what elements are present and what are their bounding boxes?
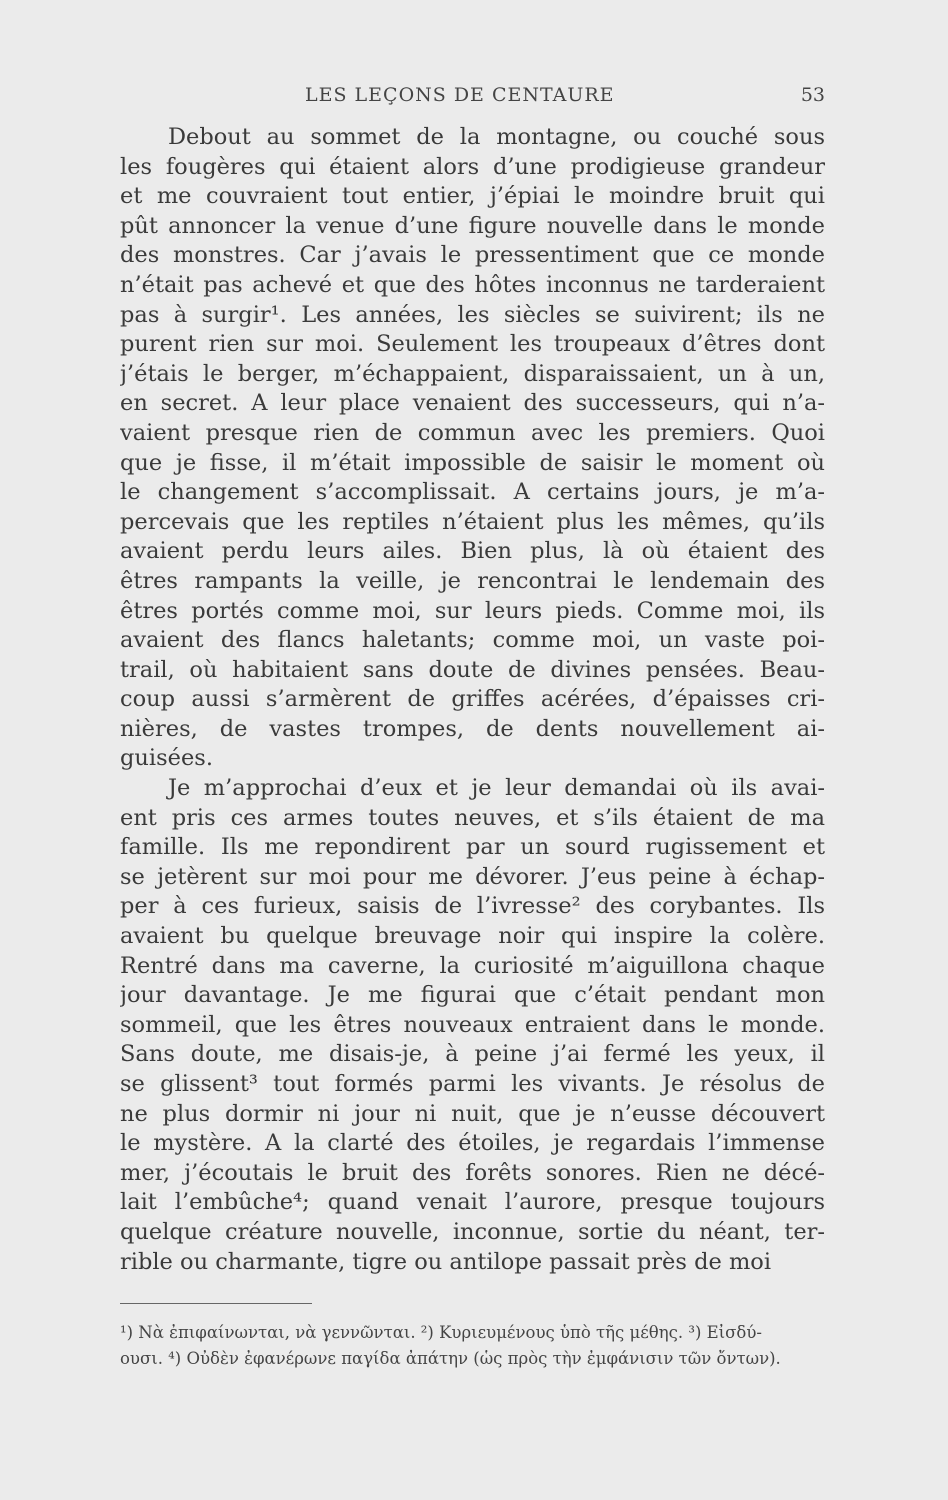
text-line: se glissent³ tout formés parmi les vivants. Je résolus de	[120, 1071, 825, 1097]
text-line: Rentré dans ma caverne, la curiosité m’aiguillona chaque	[120, 952, 825, 979]
text-line: vaient presque rien de commun avec les premiers. Quoi	[120, 419, 825, 446]
text-line: les fougères qui étaient alors d’une prodigieuse grandeur	[120, 153, 825, 180]
footnote-rule	[120, 1303, 312, 1304]
text-line: Sans doute, me disais-je, à peine j’ai fermé les yeux, il	[120, 1041, 825, 1068]
text-line: nières, de vastes trompes, de dents nouvellement ai-	[120, 715, 825, 742]
text-line: en secret. A leur place venaient des successeurs, qui n’a-	[120, 390, 825, 417]
text-line: famille. Ils me repondirent par un sourd rugissement et	[120, 834, 825, 861]
text-line: ne plus dormir ni jour ni nuit, que je n’eusse découvert	[120, 1100, 825, 1127]
footnote-line: ουσι. ⁴) Οὐδὲν ἐφανέρωνε παγίδα ἀπάτην (ὡς πρὸς τὴν ἐμφάνισιν τῶν ὄντων).	[120, 1349, 781, 1368]
text-line: lait l’embûche⁴; quand venait l’aurore, presque toujours	[120, 1189, 825, 1216]
text-line: coup aussi s’armèrent de griffes acérées, d’épaisses cri-	[120, 686, 825, 713]
text-line: jour davantage. Je me figurai que c’était pendant mon	[120, 982, 825, 1009]
page-number: 53	[800, 84, 825, 106]
text-line: le changement s’accomplissait. A certains jours, je m’a-	[120, 479, 825, 506]
text-line: avaient des flancs haletants; comme moi, un vaste poi-	[120, 627, 825, 654]
text-line: Je m’approchai d’eux et je leur demandai où ils avai-	[168, 775, 825, 802]
text-line: avaient bu quelque breuvage noir qui inspire la colère.	[120, 923, 825, 950]
text-line: ent pris ces armes toutes neuves, et s’ils étaient de ma	[120, 804, 825, 831]
footnotes	[120, 1320, 825, 1372]
text-line: percevais que les reptiles n’étaient plus les mêmes, qu’ils	[120, 508, 825, 535]
text-line: êtres rampants la veille, je rencontrai le lendemain des	[120, 567, 825, 594]
text-line: n’était pas achevé et que des hôtes inconnus ne tarderaient	[120, 271, 825, 298]
text-line: per à ces furieux, saisis de l’ivresse² des corybantes. Ils	[120, 893, 825, 920]
text-line: sommeil, que les êtres nouveaux entraient dans le monde.	[120, 1011, 825, 1038]
text-line: trail, où habitaient sans doute de divines pensées. Beau-	[120, 656, 825, 683]
text-line: pût annoncer la venue d’une figure nouvelle dans le monde	[120, 212, 825, 239]
footnote-line: ¹) Νὰ ἐπιφαίνωνται, νὰ γεννῶνται. ²) Κυριευμένους ὑπὸ τῆς μέθης. ³) Εἰσδύ-	[120, 1323, 762, 1342]
text-line: guisées.	[120, 745, 213, 772]
text-line: êtres portés comme moi, sur leurs pieds. Comme moi, ils	[120, 597, 825, 624]
running-title: LES LEÇONS DE CENTAURE	[305, 84, 615, 106]
text-line: Debout au sommet de la montagne, ou couché sous	[168, 124, 825, 150]
text-line: j’étais le berger, m’échappaient, disparaissaient, un à un,	[120, 360, 825, 387]
text-line: le mystère. A la clarté des étoiles, je regardais l’immense	[120, 1130, 825, 1157]
running-head	[120, 84, 825, 112]
text-line: se jetèrent sur moi pour me dévorer. J’eus peine à échap-	[120, 863, 825, 890]
text-line: des monstres. Car j’avais le pressentiment que ce monde	[120, 242, 825, 269]
text-line: quelque créature nouvelle, inconnue, sortie du néant, ter-	[120, 1218, 825, 1245]
text-line: mer, j’écoutais le bruit des forêts sonores. Rien ne décé-	[120, 1159, 825, 1186]
text-line: pas à surgir¹. Les années, les siècles se suivirent; ils ne	[120, 301, 825, 328]
text-line: que je fisse, il m’était impossible de saisir le moment où	[120, 449, 825, 476]
text-line: rible ou charmante, tigre ou antilope passait près de moi	[120, 1248, 772, 1275]
text-line: purent rien sur moi. Seulement les troupeaux d’êtres dont	[120, 331, 825, 358]
text-line: avaient perdu leurs ailes. Bien plus, là où étaient des	[120, 538, 825, 565]
body-text	[120, 123, 825, 1277]
text-line: et me couvraient tout entier, j’épiai le moindre bruit qui	[120, 183, 825, 210]
